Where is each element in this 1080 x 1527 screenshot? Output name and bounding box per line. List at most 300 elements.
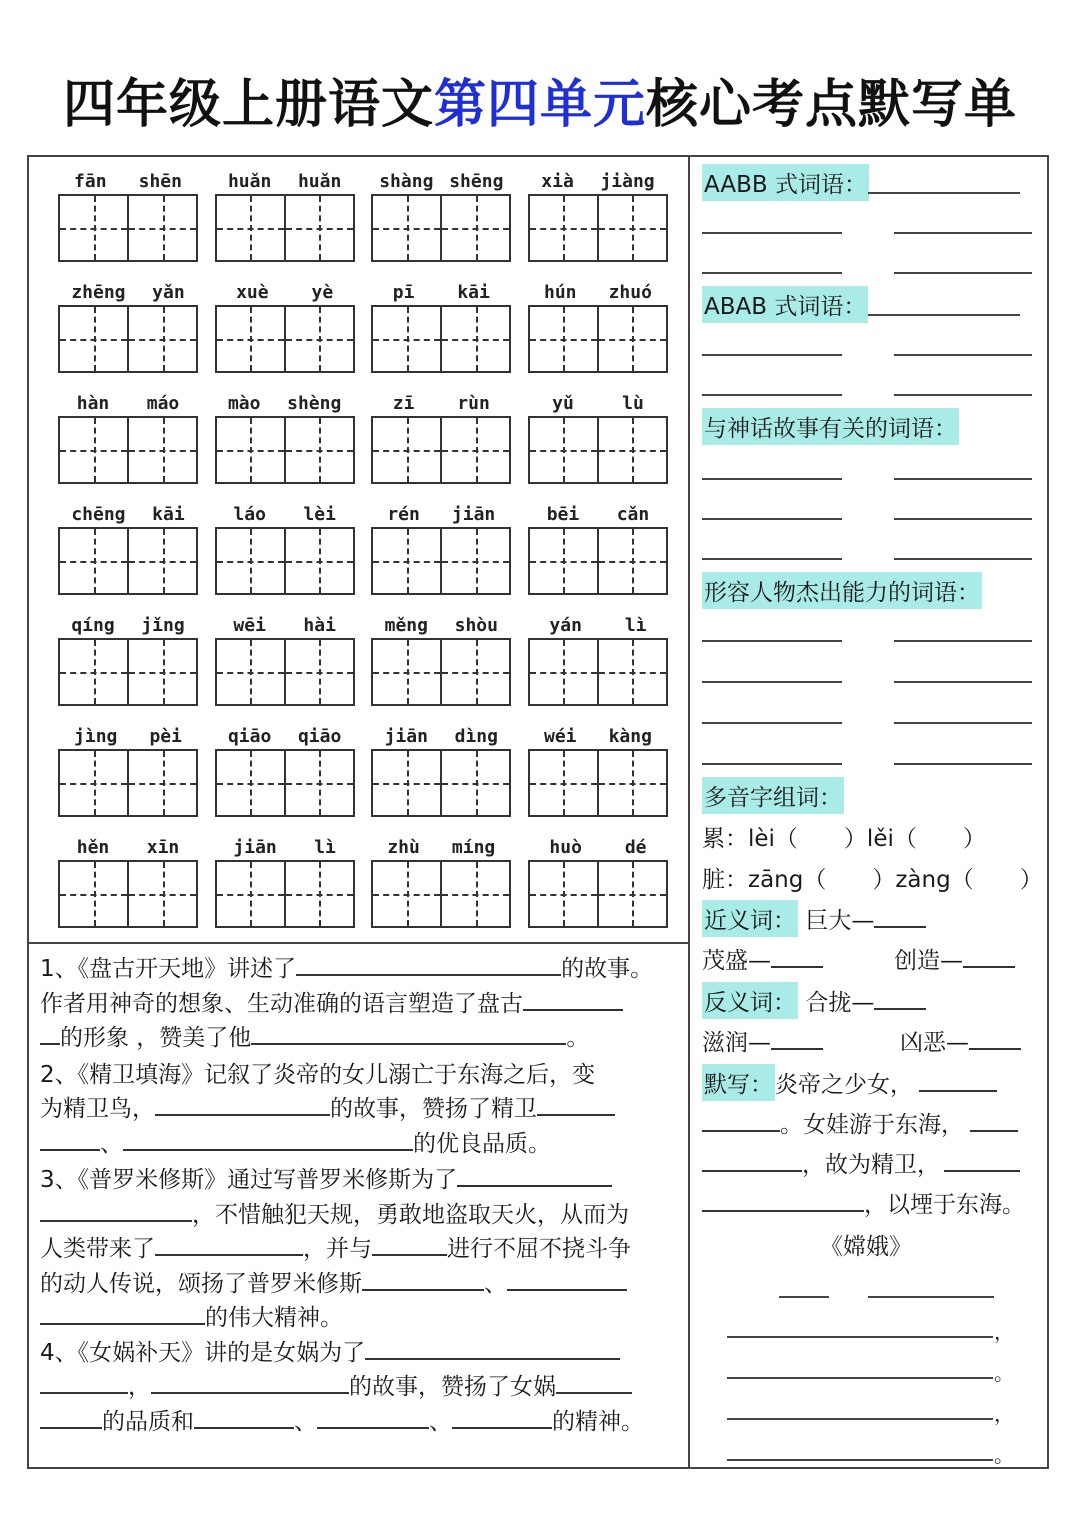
answer-blank[interactable] <box>194 1405 294 1429</box>
character-boxes <box>371 638 511 706</box>
synonym-item: 巨大— <box>805 908 875 934</box>
pinyin-word <box>58 828 198 939</box>
pinyin-label <box>371 495 511 527</box>
page-title <box>0 62 1080 137</box>
question-2-line-3: 、 的优良品质。 <box>40 1127 680 1162</box>
tianzige-box[interactable] <box>286 196 353 260</box>
pinyin-label <box>58 828 198 860</box>
grid-row <box>58 384 668 495</box>
pinyin-syllable: rén <box>387 504 420 525</box>
column-divider <box>688 155 690 1469</box>
answer-line[interactable] <box>868 314 1020 316</box>
pinyin-syllable: kāi <box>457 282 490 303</box>
tianzige-box[interactable] <box>442 862 509 926</box>
pinyin-syllable: xīn <box>146 837 180 858</box>
answer-line[interactable] <box>894 722 1032 724</box>
pinyin-syllable: láo <box>233 504 266 525</box>
pinyin-word <box>58 162 198 273</box>
character-boxes <box>528 305 668 373</box>
tianzige-box[interactable] <box>60 862 129 926</box>
pinyin-syllable: jǐng <box>141 615 185 636</box>
pinyin-syllable: wēi <box>233 615 266 636</box>
tianzige-box[interactable] <box>286 529 353 593</box>
pinyin-word <box>528 384 668 495</box>
answer-line[interactable] <box>894 681 1032 683</box>
answer-blank[interactable] <box>317 1405 429 1429</box>
pinyin-word <box>371 384 511 495</box>
pinyin-syllable: jiān <box>384 726 428 747</box>
pinyin-writing-grid <box>58 162 668 939</box>
tianzige-box[interactable] <box>442 307 509 371</box>
character-boxes <box>215 860 355 928</box>
pinyin-word <box>215 162 355 273</box>
pinyin-syllable: shēn <box>138 171 182 192</box>
answer-blank[interactable] <box>40 1301 205 1325</box>
character-boxes <box>528 638 668 706</box>
reading-questions <box>40 952 680 1439</box>
answer-line[interactable] <box>894 232 1032 234</box>
pinyin-label <box>215 606 355 638</box>
tianzige-box[interactable] <box>217 529 286 593</box>
answer-line[interactable] <box>894 558 1032 560</box>
pinyin-label <box>528 606 668 638</box>
tianzige-box[interactable] <box>599 529 666 593</box>
question-1-line-1: 1、《盘古开天地》讲述了 的故事。 <box>40 952 680 987</box>
pinyin-label <box>58 606 198 638</box>
pinyin-label <box>371 162 511 194</box>
pinyin-word <box>58 273 198 384</box>
answer-blank[interactable] <box>40 1021 60 1045</box>
answer-blank[interactable] <box>155 1092 330 1116</box>
character-boxes <box>528 194 668 262</box>
poem-line[interactable] <box>727 1377 993 1379</box>
pinyin-syllable: jiān <box>451 504 496 525</box>
answer-line[interactable] <box>894 478 1032 480</box>
pinyin-label <box>371 606 511 638</box>
pinyin-syllable: yè <box>311 282 334 303</box>
answer-line[interactable] <box>894 354 1032 356</box>
answer-blank[interactable] <box>365 1336 620 1360</box>
pinyin-syllable: qiāo <box>227 726 272 747</box>
answer-line[interactable] <box>702 558 842 560</box>
character-boxes <box>215 194 355 262</box>
character-boxes <box>528 749 668 817</box>
pinyin-syllable: máo <box>146 393 180 414</box>
answer-blank[interactable] <box>963 944 1015 968</box>
poem-punctuation: 。 <box>994 1361 1014 1385</box>
pinyin-syllable: huǎn <box>297 171 342 192</box>
pinyin-word <box>215 495 355 606</box>
tianzige-box[interactable] <box>217 751 286 815</box>
tianzige-box[interactable] <box>442 529 509 593</box>
pinyin-syllable: yǔ <box>552 393 574 414</box>
pinyin-syllable: xià <box>541 171 574 192</box>
pinyin-label <box>58 384 198 416</box>
tianzige-box[interactable] <box>373 862 442 926</box>
answer-line[interactable] <box>702 518 842 520</box>
poem-line[interactable] <box>727 1336 993 1338</box>
character-boxes <box>371 527 511 595</box>
character-boxes <box>58 305 198 373</box>
character-boxes <box>58 416 198 484</box>
pinyin-syllable: lì <box>314 837 336 858</box>
tianzige-box[interactable] <box>530 751 599 815</box>
answer-blank[interactable] <box>40 1405 102 1429</box>
answer-blank[interactable] <box>372 1232 447 1256</box>
character-boxes <box>215 527 355 595</box>
answer-blank[interactable] <box>702 1188 864 1212</box>
answer-blank[interactable] <box>702 1148 802 1172</box>
tianzige-box[interactable] <box>60 418 129 482</box>
answer-blank[interactable] <box>507 1267 627 1291</box>
tianzige-box[interactable] <box>442 640 509 704</box>
polyphone-lei: 累：lèi（ ）lěi（ ） <box>702 826 986 852</box>
title-unit-accent: 第四单元 <box>433 75 646 135</box>
tianzige-box[interactable] <box>286 307 353 371</box>
poem-title: 《嫦娥》 <box>820 1234 912 1260</box>
tianzige-box[interactable] <box>60 640 129 704</box>
pinyin-syllable: huǎn <box>227 171 272 192</box>
answer-line[interactable] <box>894 518 1032 520</box>
dictation-text: 炎帝之少女， <box>775 1072 913 1098</box>
pinyin-syllable: mào <box>227 393 261 414</box>
pinyin-word <box>371 273 511 384</box>
pinyin-syllable: zī <box>392 393 415 414</box>
answer-blank[interactable] <box>251 1021 566 1045</box>
answer-blank[interactable] <box>452 1405 552 1429</box>
pinyin-syllable: lù <box>622 393 644 414</box>
character-boxes <box>528 527 668 595</box>
character-boxes <box>528 416 668 484</box>
antonym-item: 滋润— <box>702 1030 771 1056</box>
pinyin-word <box>528 495 668 606</box>
question-3-line-2: ，不惜触犯天规，勇敢地盗取天火，从而为 <box>40 1198 680 1233</box>
tianzige-box[interactable] <box>217 307 286 371</box>
answer-line[interactable] <box>702 681 842 683</box>
pinyin-label <box>58 162 198 194</box>
tianzige-box[interactable] <box>373 529 442 593</box>
poem-author-line[interactable] <box>868 1296 994 1298</box>
grid-row <box>58 828 668 939</box>
pinyin-label <box>58 273 198 305</box>
pinyin-label <box>528 162 668 194</box>
answer-blank[interactable] <box>874 986 926 1010</box>
answer-blank[interactable] <box>556 1370 632 1394</box>
answer-blank[interactable] <box>155 1232 303 1256</box>
antonym-item: 合拢— <box>805 990 875 1016</box>
question-4-line-3: 的品质和 、 、 的精神。 <box>40 1405 680 1440</box>
answer-blank[interactable] <box>537 1092 615 1116</box>
character-boxes <box>371 860 511 928</box>
character-boxes <box>371 749 511 817</box>
tianzige-box[interactable] <box>60 751 129 815</box>
tianzige-box[interactable] <box>286 418 353 482</box>
pinyin-syllable: jiān <box>233 837 277 858</box>
pinyin-label <box>58 495 198 527</box>
title-part3: 核心考点默写单 <box>646 75 1018 135</box>
grid-row <box>58 162 668 273</box>
grid-row <box>58 273 668 384</box>
tianzige-box[interactable] <box>286 862 353 926</box>
polyphone-label: 多音字组词： <box>702 777 844 814</box>
pinyin-syllable: fān <box>74 171 107 192</box>
tianzige-box[interactable] <box>286 640 353 704</box>
character-boxes <box>215 749 355 817</box>
tianzige-box[interactable] <box>599 640 666 704</box>
pinyin-label <box>528 495 668 527</box>
pinyin-word <box>215 384 355 495</box>
tianzige-box[interactable] <box>286 751 353 815</box>
answer-line[interactable] <box>702 394 842 396</box>
answer-blank[interactable] <box>40 1127 100 1151</box>
character-boxes <box>58 749 198 817</box>
character-boxes <box>371 416 511 484</box>
pinyin-syllable: rùn <box>457 393 490 414</box>
dictation-text: 。女娃游于东海， <box>780 1112 964 1138</box>
question-3-line-4: 的动人传说，颂扬了普罗米修斯 、 <box>40 1267 680 1302</box>
answer-line[interactable] <box>702 232 842 234</box>
dictation-label: 默写： <box>702 1064 775 1101</box>
ability-words-label: 形容人物杰出能力的词语： <box>702 572 982 609</box>
answer-blank[interactable] <box>40 1198 192 1222</box>
tianzige-box[interactable] <box>599 751 666 815</box>
pinyin-label <box>215 495 355 527</box>
pinyin-word <box>58 495 198 606</box>
pinyin-syllable: yán <box>549 615 582 636</box>
pinyin-syllable: míng <box>451 837 496 858</box>
character-boxes <box>58 638 198 706</box>
poem-line[interactable] <box>727 1459 993 1461</box>
answer-blank[interactable] <box>296 952 561 976</box>
pinyin-syllable: kāi <box>152 504 185 525</box>
dictation-text: ，以堙于东海。 <box>864 1192 1025 1218</box>
tianzige-box[interactable] <box>217 196 286 260</box>
grid-row <box>58 606 668 717</box>
tianzige-box[interactable] <box>129 640 196 704</box>
tianzige-box[interactable] <box>442 751 509 815</box>
character-boxes <box>371 194 511 262</box>
pinyin-word <box>58 384 198 495</box>
tianzige-box[interactable] <box>60 529 129 593</box>
question-1-line-2: 作者用神奇的想象、生动准确的语言塑造了盘古 <box>40 987 680 1022</box>
pinyin-word <box>528 162 668 273</box>
answer-blank[interactable] <box>970 1108 1018 1132</box>
antonym-label: 反义词： <box>702 982 798 1019</box>
antonym-item: 凶恶— <box>900 1030 969 1056</box>
pinyin-label <box>215 717 355 749</box>
question-2-line-2: 为精卫鸟， 的故事，赞扬了精卫 <box>40 1092 680 1127</box>
tianzige-box[interactable] <box>129 307 196 371</box>
question-4-line-2: ， 的故事，赞扬了女娲 <box>40 1370 680 1405</box>
pinyin-word <box>371 828 511 939</box>
tianzige-box[interactable] <box>217 418 286 482</box>
abab-label: ABAB 式词语： <box>702 286 868 323</box>
answer-line[interactable] <box>702 722 842 724</box>
pinyin-label <box>371 384 511 416</box>
tianzige-box[interactable] <box>129 418 196 482</box>
answer-line[interactable] <box>894 640 1032 642</box>
tianzige-box[interactable] <box>129 751 196 815</box>
poem-line[interactable] <box>727 1418 993 1420</box>
answer-blank[interactable] <box>40 1370 128 1394</box>
answer-blank[interactable] <box>944 1148 1020 1172</box>
poem-punctuation: 。 <box>994 1443 1014 1467</box>
pinyin-label <box>528 273 668 305</box>
pinyin-syllable: zhù <box>387 837 420 858</box>
answer-line[interactable] <box>868 192 1020 194</box>
tianzige-box[interactable] <box>373 418 442 482</box>
tianzige-box[interactable] <box>60 307 129 371</box>
tianzige-box[interactable] <box>530 196 599 260</box>
pinyin-label <box>371 273 511 305</box>
pinyin-label <box>371 828 511 860</box>
answer-blank[interactable] <box>771 944 823 968</box>
pinyin-syllable: shēng <box>449 171 504 192</box>
tianzige-box[interactable] <box>129 529 196 593</box>
pinyin-syllable: huò <box>549 837 582 858</box>
tianzige-box[interactable] <box>373 640 442 704</box>
pinyin-syllable: bēi <box>546 504 580 525</box>
myth-words-label: 与神话故事有关的词语： <box>702 408 959 445</box>
question-4-line-1: 4、《女娲补天》讲的是女娲为了 <box>40 1336 680 1371</box>
tianzige-box[interactable] <box>530 307 599 371</box>
pinyin-word <box>58 717 198 828</box>
character-boxes <box>58 527 198 595</box>
pinyin-word <box>528 717 668 828</box>
pinyin-label <box>215 828 355 860</box>
answer-blank[interactable] <box>362 1267 484 1291</box>
pinyin-word <box>215 273 355 384</box>
question-3-line-5: 的伟大精神。 <box>40 1301 680 1336</box>
answer-blank[interactable] <box>771 1026 823 1050</box>
pinyin-word <box>371 162 511 273</box>
pinyin-syllable: cǎn <box>616 504 650 525</box>
pinyin-word <box>58 606 198 717</box>
pinyin-syllable: wéi <box>544 726 577 747</box>
pinyin-label <box>528 828 668 860</box>
pinyin-syllable: pèi <box>149 726 182 747</box>
tianzige-box[interactable] <box>599 418 666 482</box>
answer-blank[interactable] <box>702 1108 780 1132</box>
answer-blank[interactable] <box>969 1026 1021 1050</box>
pinyin-word <box>528 606 668 717</box>
pinyin-syllable: dìng <box>454 726 498 747</box>
pinyin-syllable: měng <box>384 615 428 636</box>
question-2-line-1: 2、《精卫填海》记叙了炎帝的女儿溺亡于东海之后，变 <box>40 1061 596 1088</box>
answer-blank[interactable] <box>523 987 623 1011</box>
polyphone-zang: 脏：zāng（ ）zàng（ ） <box>702 867 1043 893</box>
question-3-line-3: 人类带来了 ，并与 进行不屈不挠斗争 <box>40 1232 680 1267</box>
pinyin-label <box>371 717 511 749</box>
answer-blank[interactable] <box>123 1127 413 1151</box>
character-boxes <box>215 305 355 373</box>
tianzige-box[interactable] <box>530 640 599 704</box>
pinyin-syllable: qiāo <box>297 726 342 747</box>
pinyin-label <box>215 273 355 305</box>
pinyin-syllable: zhuó <box>608 282 652 303</box>
pinyin-syllable: dé <box>624 837 647 858</box>
answer-blank[interactable] <box>919 1068 997 1092</box>
pinyin-label <box>58 717 198 749</box>
pinyin-syllable: jiàng <box>600 171 655 192</box>
tianzige-box[interactable] <box>599 862 666 926</box>
tianzige-box[interactable] <box>217 640 286 704</box>
tianzige-box[interactable] <box>442 418 509 482</box>
pinyin-word <box>215 606 355 717</box>
answer-blank[interactable] <box>151 1370 349 1394</box>
character-boxes <box>215 638 355 706</box>
question-1-line-3: 的形象 ，赞美了他 。 <box>40 1021 680 1056</box>
pinyin-word <box>215 828 355 939</box>
pinyin-label <box>528 384 668 416</box>
tianzige-box[interactable] <box>599 196 666 260</box>
answer-line[interactable] <box>702 763 842 765</box>
answer-blank[interactable] <box>874 904 926 928</box>
poem-punctuation: ， <box>994 1402 1014 1426</box>
pinyin-word <box>371 717 511 828</box>
section-divider <box>27 942 689 944</box>
synonym-item: 茂盛— <box>702 948 771 974</box>
answer-line[interactable] <box>702 478 842 480</box>
answer-line[interactable] <box>894 763 1032 765</box>
poem-author-dynasty-line[interactable] <box>779 1296 829 1298</box>
answer-line[interactable] <box>894 394 1032 396</box>
tianzige-box[interactable] <box>530 862 599 926</box>
pinyin-syllable: yǎn <box>152 282 185 303</box>
tianzige-box[interactable] <box>60 196 129 260</box>
title-part1: 四年级上册语文 <box>62 75 434 135</box>
pinyin-syllable: chēng <box>71 504 126 525</box>
tianzige-box[interactable] <box>373 751 442 815</box>
pinyin-syllable: shèng <box>287 393 342 414</box>
pinyin-label <box>528 717 668 749</box>
grid-row <box>58 495 668 606</box>
tianzige-box[interactable] <box>442 196 509 260</box>
answer-line[interactable] <box>894 272 1032 274</box>
pinyin-word <box>215 717 355 828</box>
tianzige-box[interactable] <box>129 196 196 260</box>
character-boxes <box>58 194 198 262</box>
pinyin-word <box>528 273 668 384</box>
tianzige-box[interactable] <box>530 418 599 482</box>
answer-blank[interactable] <box>457 1163 612 1187</box>
answer-line[interactable] <box>702 272 842 274</box>
grid-row <box>58 717 668 828</box>
tianzige-box[interactable] <box>373 307 442 371</box>
answer-line[interactable] <box>702 640 842 642</box>
tianzige-box[interactable] <box>530 529 599 593</box>
pinyin-word <box>371 606 511 717</box>
pinyin-syllable: pī <box>392 282 415 303</box>
pinyin-syllable: qíng <box>71 615 115 636</box>
pinyin-syllable: xuè <box>236 282 269 303</box>
synonym-label: 近义词： <box>702 900 798 937</box>
pinyin-syllable: lèi <box>303 504 336 525</box>
pinyin-syllable: kàng <box>608 726 652 747</box>
poem-punctuation: ， <box>994 1320 1014 1344</box>
pinyin-syllable: zhēng <box>71 282 126 303</box>
tianzige-box[interactable] <box>599 307 666 371</box>
tianzige-box[interactable] <box>217 862 286 926</box>
tianzige-box[interactable] <box>129 862 196 926</box>
tianzige-box[interactable] <box>373 196 442 260</box>
character-boxes <box>58 860 198 928</box>
character-boxes <box>371 305 511 373</box>
answer-line[interactable] <box>702 354 842 356</box>
question-3-line-1: 3、《普罗米修斯》通过写普罗米修斯为了 <box>40 1163 680 1198</box>
synonym-item: 创造— <box>894 948 963 974</box>
pinyin-syllable: shàng <box>379 171 434 192</box>
